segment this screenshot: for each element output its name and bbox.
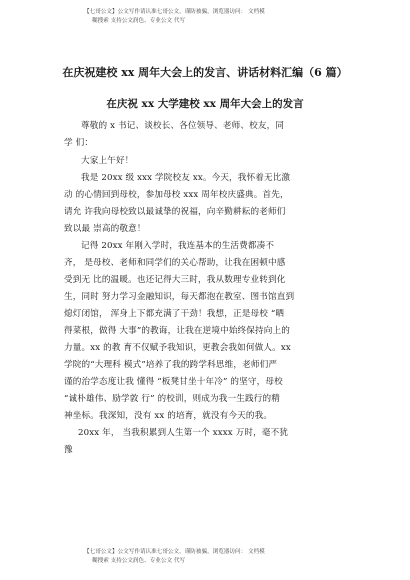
footer-line-1: 【七哥公文】公文写作请认准七哥公文，谨防被骗，浏览器访问： 文档模 [84, 549, 265, 555]
body-line: 豫 [64, 445, 73, 455]
page-footer [84, 548, 334, 565]
document-body [64, 118, 348, 459]
speech-title: 在庆祝 xx 大学建校 xx 周年大会上的发言 [106, 98, 304, 110]
body-line: 生，同时 努力学习金融知识，每天都泡在教室、图书馆直到 [64, 292, 295, 302]
document-title: 在庆祝建校 xx 周年大会上的发言、讲话材料汇编（6 篇） [62, 66, 348, 79]
body-line: 得菜根，做得 大事”的教诲，让我在逆境中始终保持向上的 [64, 326, 291, 336]
body-line: 20xx 年， 当我积累到人生第一个 xxxx 万时，毫不犹 [78, 428, 289, 438]
body-line: 熄灯闭馆， 浑身上下都充满了干劲！我想，正是母校 “晒 [64, 309, 285, 319]
body-line: 神坐标。我深知，没有 xx 的培育，就没有今天的我。 [64, 411, 273, 421]
header-line-1: 【七哥公文】公文写作请认准七哥公文，谨防被骗，浏览器访问： 文档模 [84, 9, 265, 15]
page-header [84, 8, 334, 25]
body-line: 致以最 崇高的敬意！ [64, 224, 146, 234]
body-line: 尊敬的 x 书记、谈校长、各位领导、老师、校友，同 [81, 121, 285, 131]
body-line: 受到无 比的温暖。也还记得大三时，我从数理专业转到化 [64, 275, 286, 285]
body-line: 力量。xx 的教 育不仅赋予我知识，更教会我如何做人。xx [64, 343, 291, 353]
body-line: 学 们： [64, 138, 94, 148]
body-line: 动 的心情回到母校，参加母校 xxx 周年校庆盛典。首先， [64, 190, 289, 200]
footer-line-2: 糊搜索 支持公文润色、专业公文 代写 [92, 557, 186, 564]
header-line-2: 糊搜索 支持公文润色、专业公文 代写 [92, 17, 186, 24]
body-line: 谨的治学态度让我 懂得 “板凳甘坐十年冷” 的坚守，母校 [64, 377, 283, 387]
body-line: 记得 20xx 年刚入学时，我连基本的生活费都凑不 [81, 241, 275, 251]
body-line: “诚朴雄伟、励学敦 行” 的校训，则成为我一生践行的精 [64, 394, 280, 404]
body-line: 请允 许我向母校致以最诚挚的祝福，向辛勤耕耘的老师们 [64, 207, 286, 217]
body-line: 学院的“大理科 模式”培养了我的跨学科思维，老师们严 [64, 360, 278, 370]
body-line: 大家上午好！ [81, 156, 134, 166]
body-line: 齐， 是母校、老师和同学们的关心帮助，让我在困顿中感 [64, 258, 286, 268]
body-line: 我是 20xx 级 xxx 学院校友 xx。今天，我怀着无比激 [81, 173, 291, 183]
